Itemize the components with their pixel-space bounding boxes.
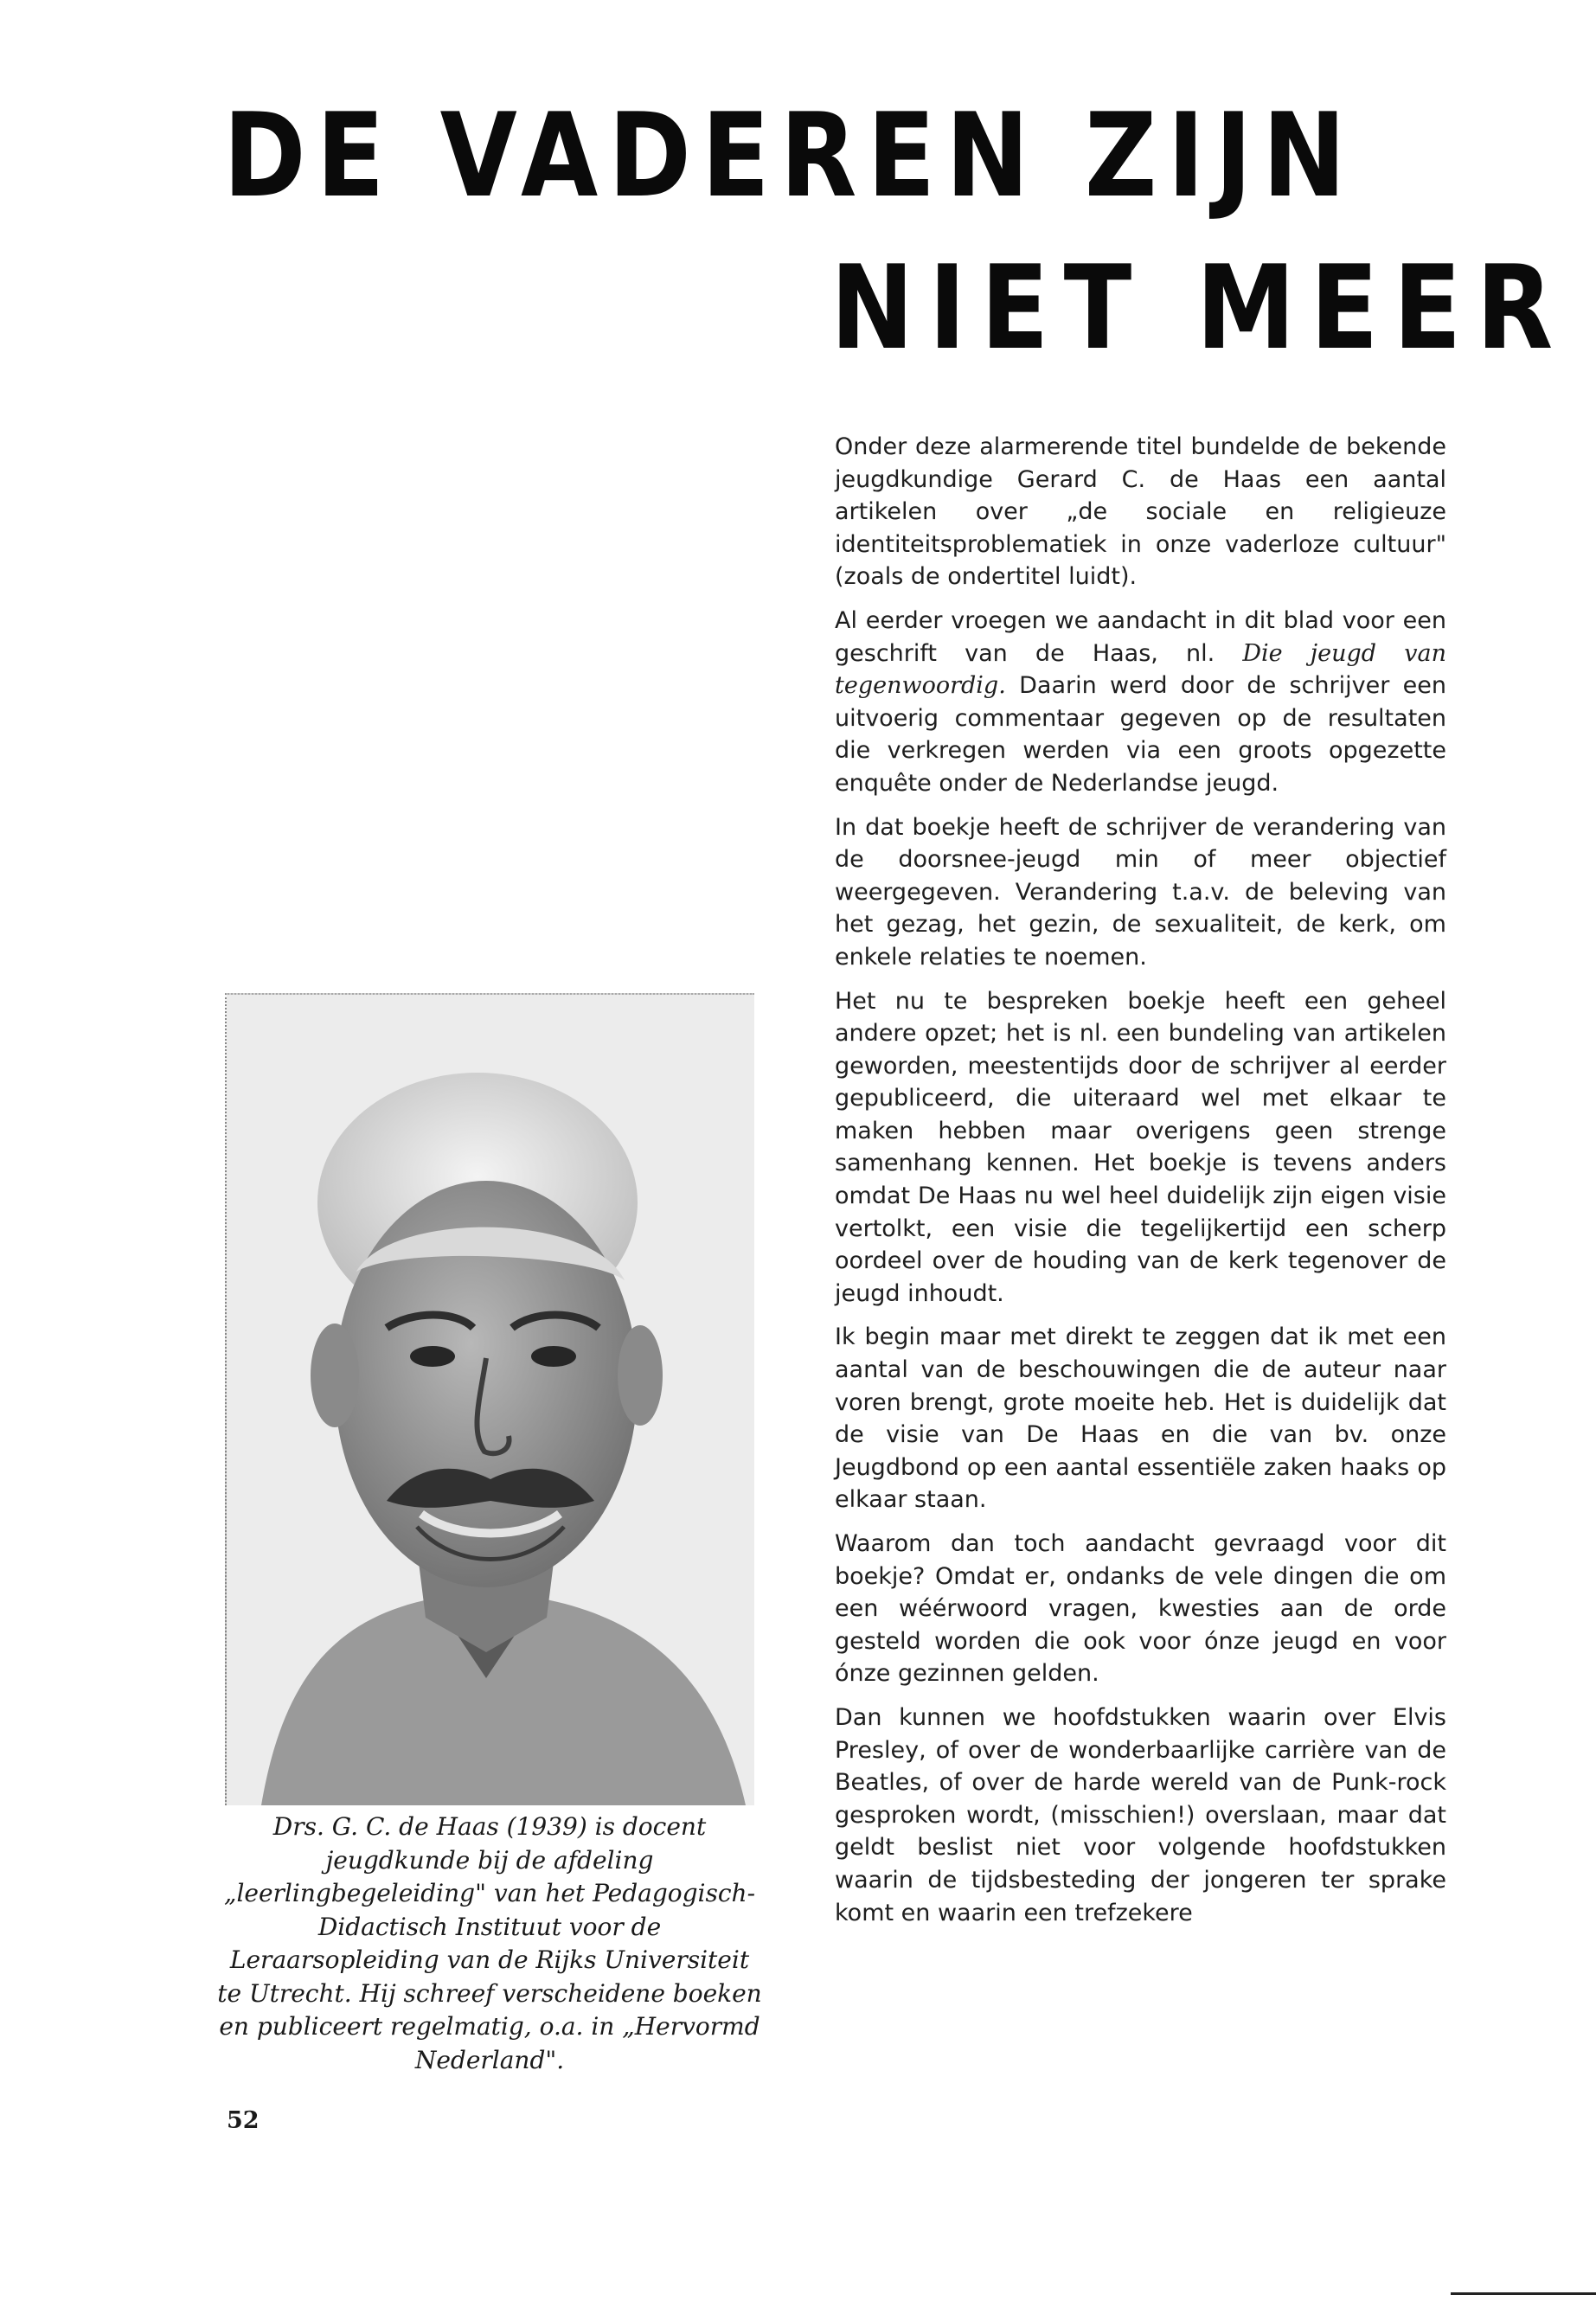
- portrait-photo: [225, 993, 754, 1805]
- portrait-illustration: [227, 995, 754, 1805]
- paragraph-text: Al eerder vroegen we aandacht in dit blad voor een geschrift van de Haas, nl.: [835, 606, 1446, 667]
- article-body: [835, 431, 1446, 1940]
- article-paragraph-3: In dat boekje heeft de schrijver de verandering van de doorsnee-jeugd min of meer objectief weergegeven. Verandering t.a.v. de beleving van het gezag, het gezin, de sexualiteit, de kerk, om enkele relaties te noemen.: [835, 813, 1446, 971]
- headline-line-2: NIET MEER: [830, 240, 1568, 375]
- article-paragraph-1: Onder deze alarmerende titel bundelde de bekende jeugdkundige Gerard C. de Haas een aantal artikelen over „de sociale en religieuze identiteitsproblematiek in onze vaderloze cultuur" (zoals de ondertitel luidt).: [835, 433, 1446, 591]
- article-paragraph-5: Ik begin maar met direkt te zeggen dat ik met een aantal van de beschouwingen die de auteur naar voren brengt, grote moeite heb. Het is duidelijk dat de visie van De Haas en die van bv. onze Jeugdbond op een aantal essentiële zaken haaks op elkaar staan.: [835, 1324, 1446, 1514]
- photo-caption: Drs. G. C. de Haas (1939) is docent jeugdkunde bij de afdeling „leerlingbegeleiding" van het Pedagogisch-Didactisch Instituut voor de Leraarsopleiding van de Rijks Universiteit te Utrecht. Hij schreef verscheidene boeken en publiceert regelmatig, o.a. in „Hervormd Nederland".: [217, 1812, 762, 2074]
- article-paragraph-7: Dan kunnen we hoofdstukken waarin over Elvis Presley, of over de wonderbaarlijke carrière van de Beatles, of over de harde wereld van de Punk-rock gesproken wordt, (misschien!) overslaan, maar dat geldt beslist niet voor volgende hoofdstukken waarin de tijdsbesteding der jongeren ter sprake komt en waarin een trefzekere: [835, 1703, 1446, 1926]
- headline-line-1: DE VADEREN ZIJN: [223, 88, 1356, 223]
- page-number: 52: [227, 2107, 260, 2134]
- page-edge-rule: [1451, 2292, 1596, 2295]
- article-paragraph-4: Het nu te bespreken boekje heeft een geheel andere opzet; het is nl. een bundeling van artikelen geworden, meestentijds door de schrijver al eerder gepubliceerd, die uiteraard wel met elkaar te maken hebben maar overigens geen strenge samenhang kennen. Het boekje is tevens anders omdat De Haas nu wel heel duidelijk zijn eigen visie vertolkt, een visie die tegelijkertijd een scherp oordeel over de houding van de kerk tegenover de jeugd inhoudt.: [835, 987, 1446, 1307]
- book-title: Die jeugd van tegenwoordig.: [835, 639, 1446, 700]
- article-paragraph-2: [835, 605, 1446, 800]
- paragraph-text: Daarin werd door de schrijver een uitvoerig commentaar gegeven op de resultaten die verkregen werden via een groots opgezette enquête onder de Nederlandse jeugd.: [835, 672, 1446, 797]
- article-paragraph-6: Waarom dan toch aandacht gevraagd voor dit boekje? Omdat er, ondanks de vele dingen die om een wéérwoord vragen, kwesties aan de orde gesteld worden die ook voor ónze jeugd en voor ónze gezinnen gelden.: [835, 1530, 1446, 1688]
